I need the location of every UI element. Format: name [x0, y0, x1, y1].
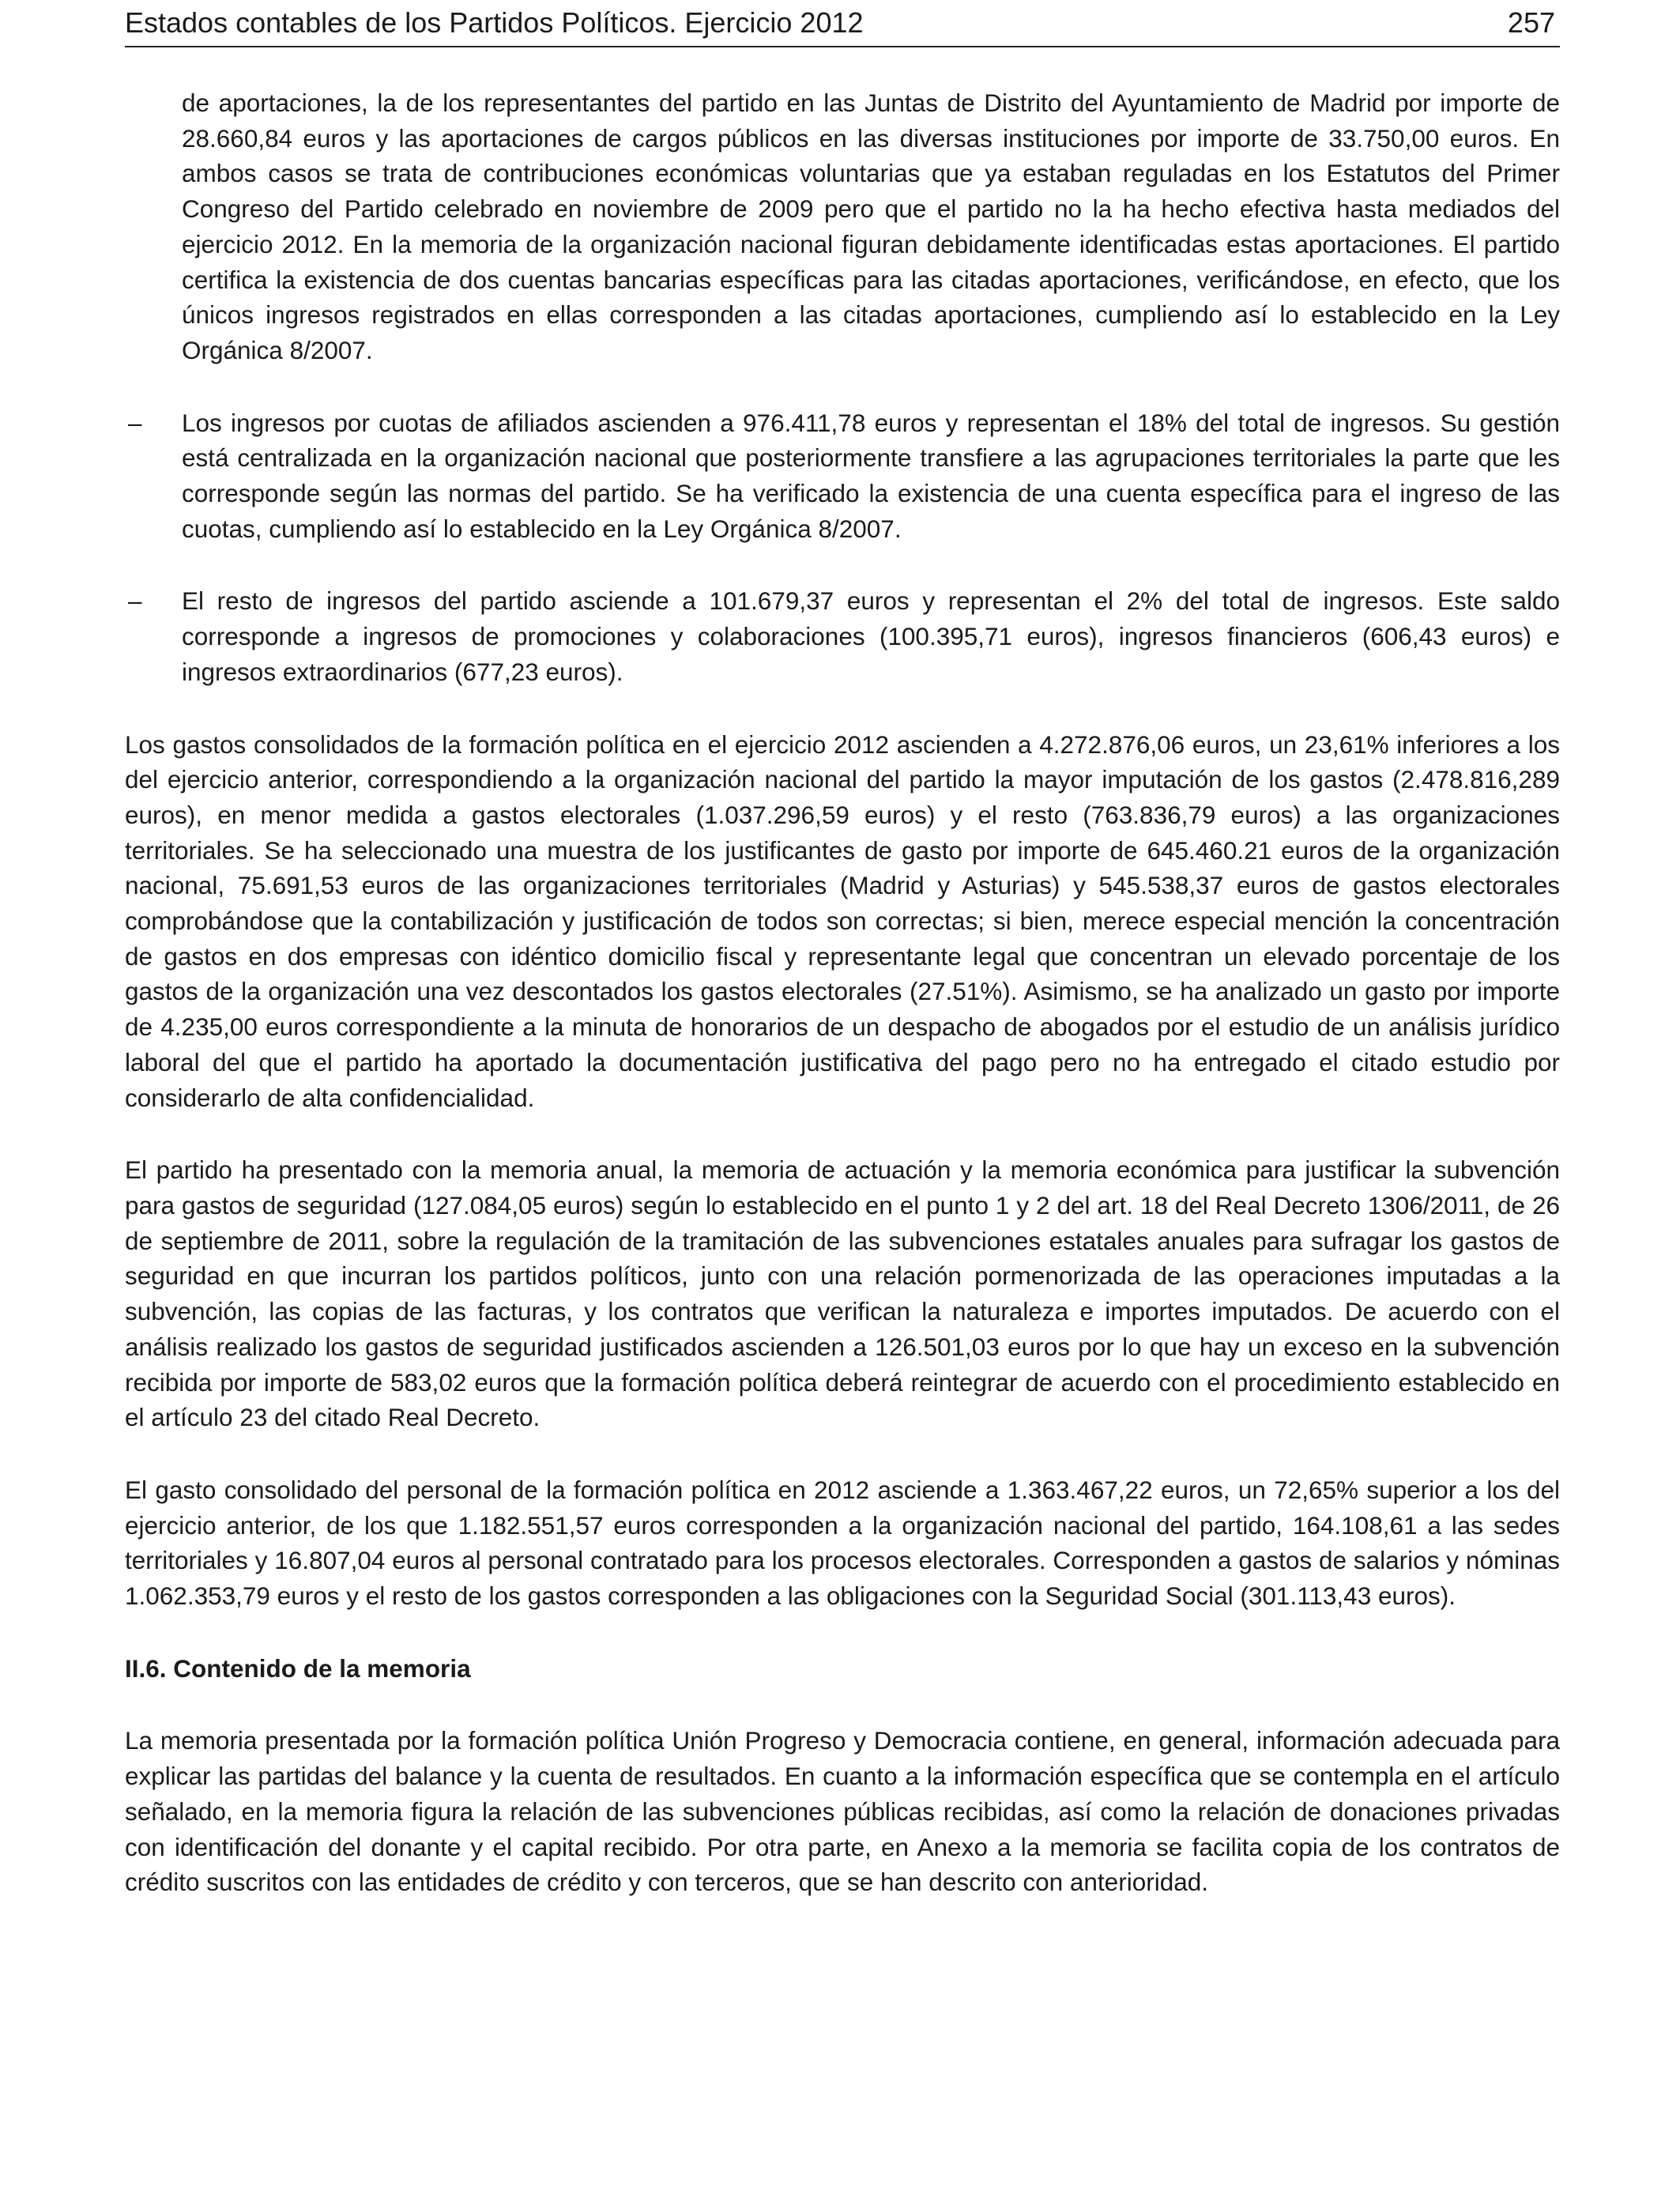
- continuation-paragraph: de aportaciones, la de los representantes del partido en las Juntas de Distrito del Ayuntamiento de Madrid por importe de 28.660,84 euros y las aportaciones de cargos públicos en las diversas instituciones por importe de 33.750,00 euros. En ambos casos se trata de contribuciones económicas voluntarias que ya estaban reguladas en los Estatutos del Primer Congreso del Partido celebrado en noviembre de 2009 pero que el partido no la ha hecho efectiva hasta mediados del ejercicio 2012. En la memoria de la organización nacional figuran debidamente identificadas estas aportaciones. El partido certifica la existencia de dos cuentas bancarias específicas para las citadas aportaciones, verificándose, en efecto, que los únicos ingresos registrados en ellas corresponden a las citadas aportaciones, cumpliendo así lo establecido en la Ley Orgánica 8/2007.: [182, 89, 1560, 364]
- bullet-marker: –: [128, 586, 142, 616]
- bullet-text: El resto de ingresos del partido asciende a 101.679,37 euros y representan el 2% del total de ingresos. Este saldo corresponde a ingresos de promociones y colaboraciones (100.395,71 euros), ingresos financieros (606,43 euros) e ingresos extraordinarios (677,23 euros).: [182, 586, 1560, 686]
- paragraph-gasto-personal: El gasto consolidado del personal de la formación política en 2012 asciende a 1.363.467,22 euros, un 72,65% superior a los del ejercicio anterior, de los que 1.182.551,57 euros corresponden a la organización nacional del partido, 164.108,61 a las sedes territoriales y 16.807,04 euros al personal contratado para los procesos electorales. Corresponden a gastos de salarios y nóminas 1.062.353,79 euros y el resto de los gastos corresponden a las obligaciones con la Seguridad Social (301.113,43 euros).: [125, 1475, 1560, 1611]
- paragraph-memoria: La memoria presentada por la formación política Unión Progreso y Democracia contiene, en general, información adecuada para explicar las partidas del balance y la cuenta de resultados. En cuanto a la información específica que se contempla en el artículo señalado, en la memoria figura la relación de las subvenciones públicas recibidas, así como la relación de donaciones privadas con identificación del donante y el capital recibido. Por otra parte, en Anexo a la memoria se facilita copia de los contratos de crédito suscritos con las entidades de crédito y con terceros, que se han descrito con anterioridad.: [125, 1726, 1560, 1897]
- bullet-text: Los ingresos por cuotas de afiliados ascienden a 976.411,78 euros y representan el 18% del total de ingresos. Su gestión está centralizada en la organización nacional que posteriormente transfiere a las agrupaciones territoriales la parte que les corresponde según las normas del partido. Se ha verificado la existencia de una cuenta específica para el ingreso de las cuotas, cumpliendo así lo establecido en la Ley Orgánica 8/2007.: [182, 408, 1560, 543]
- spacer: [125, 368, 1560, 405]
- bullet-marker: –: [128, 408, 142, 437]
- page-number: 257: [1507, 6, 1555, 39]
- spacer: [125, 690, 1560, 727]
- paragraph-gastos: Los gastos consolidados de la formación política en el ejercicio 2012 ascienden a 4.272.876,06 euros, un 23,61% inferiores a los del ejercicio anterior, correspondiendo a la organización nacional del partido la mayor imputación de los gastos (2.478.816,289 euros), en menor medida a gastos electorales (1.037.296,59 euros) y el resto (763.836,79 euros) a las organizaciones territoriales. Se ha seleccionado una muestra de los justificantes de gasto por importe de 645.460.21 euros de la organización nacional, 75.691,53 euros de las organizaciones territoriales (Madrid y Asturias) y 545.538,37 euros de gastos electorales comprobándose que la contabilización y justificación de todos son correctas; si bien, merece especial mención la concentración de gastos en dos empresas con idéntico domicilio fiscal y representante legal que concentran un elevado porcentaje de los gastos de la organización una vez descontados los gastos electorales (27.51%). Asimismo, se ha analizado un gasto por importe de 4.235,00 euros correspondiente a la minuta de honorarios de un despacho de abogados por el estudio de un análisis jurídico laboral del que el partido ha aportado la documentación justificativa del pago pero no ha entregado el citado estudio por considerarlo de alta confidencialidad.: [125, 729, 1560, 1112]
- bullet-item: [125, 583, 1560, 689]
- spacer: [125, 1614, 1560, 1651]
- spacer: [125, 546, 1560, 583]
- section-heading: II.6. Contenido de la memoria: [125, 1653, 471, 1683]
- paragraph-subvencion-seguridad: El partido ha presentado con la memoria anual, la memoria de actuación y la memoria económica para justificar la subvención para gastos de seguridad (127.084,05 euros) según lo establecido en el punto 1 y 2 del art. 18 del Real Decreto 1306/2011, de 26 de septiembre de 2011, sobre la regulación de la tramitación de las subvenciones estatales anuales para sufragar los gastos de seguridad en que incurran los partidos políticos, junto con una relación pormenorizada de las operaciones imputadas a la subvención, las copias de las facturas, y los contratos que verifican la naturaleza e importes imputados. De acuerdo con el análisis realizado los gastos de seguridad justificados ascienden a 126.501,03 euros por lo que hay un exceso en la subvención recibida por importe de 583,02 euros que la formación política deberá reintegrar de acuerdo con el procedimiento establecido en el artículo 23 del citado Real Decreto.: [125, 1155, 1560, 1432]
- bullet-item: [125, 405, 1560, 547]
- header-title: Estados contables de los Partidos Políticos. Ejercicio 2012: [125, 6, 864, 39]
- running-header: [125, 0, 1560, 47]
- spacer: [125, 1686, 1560, 1723]
- document-body: [125, 85, 1560, 1900]
- spacer: [125, 1435, 1560, 1472]
- spacer: [125, 1115, 1560, 1152]
